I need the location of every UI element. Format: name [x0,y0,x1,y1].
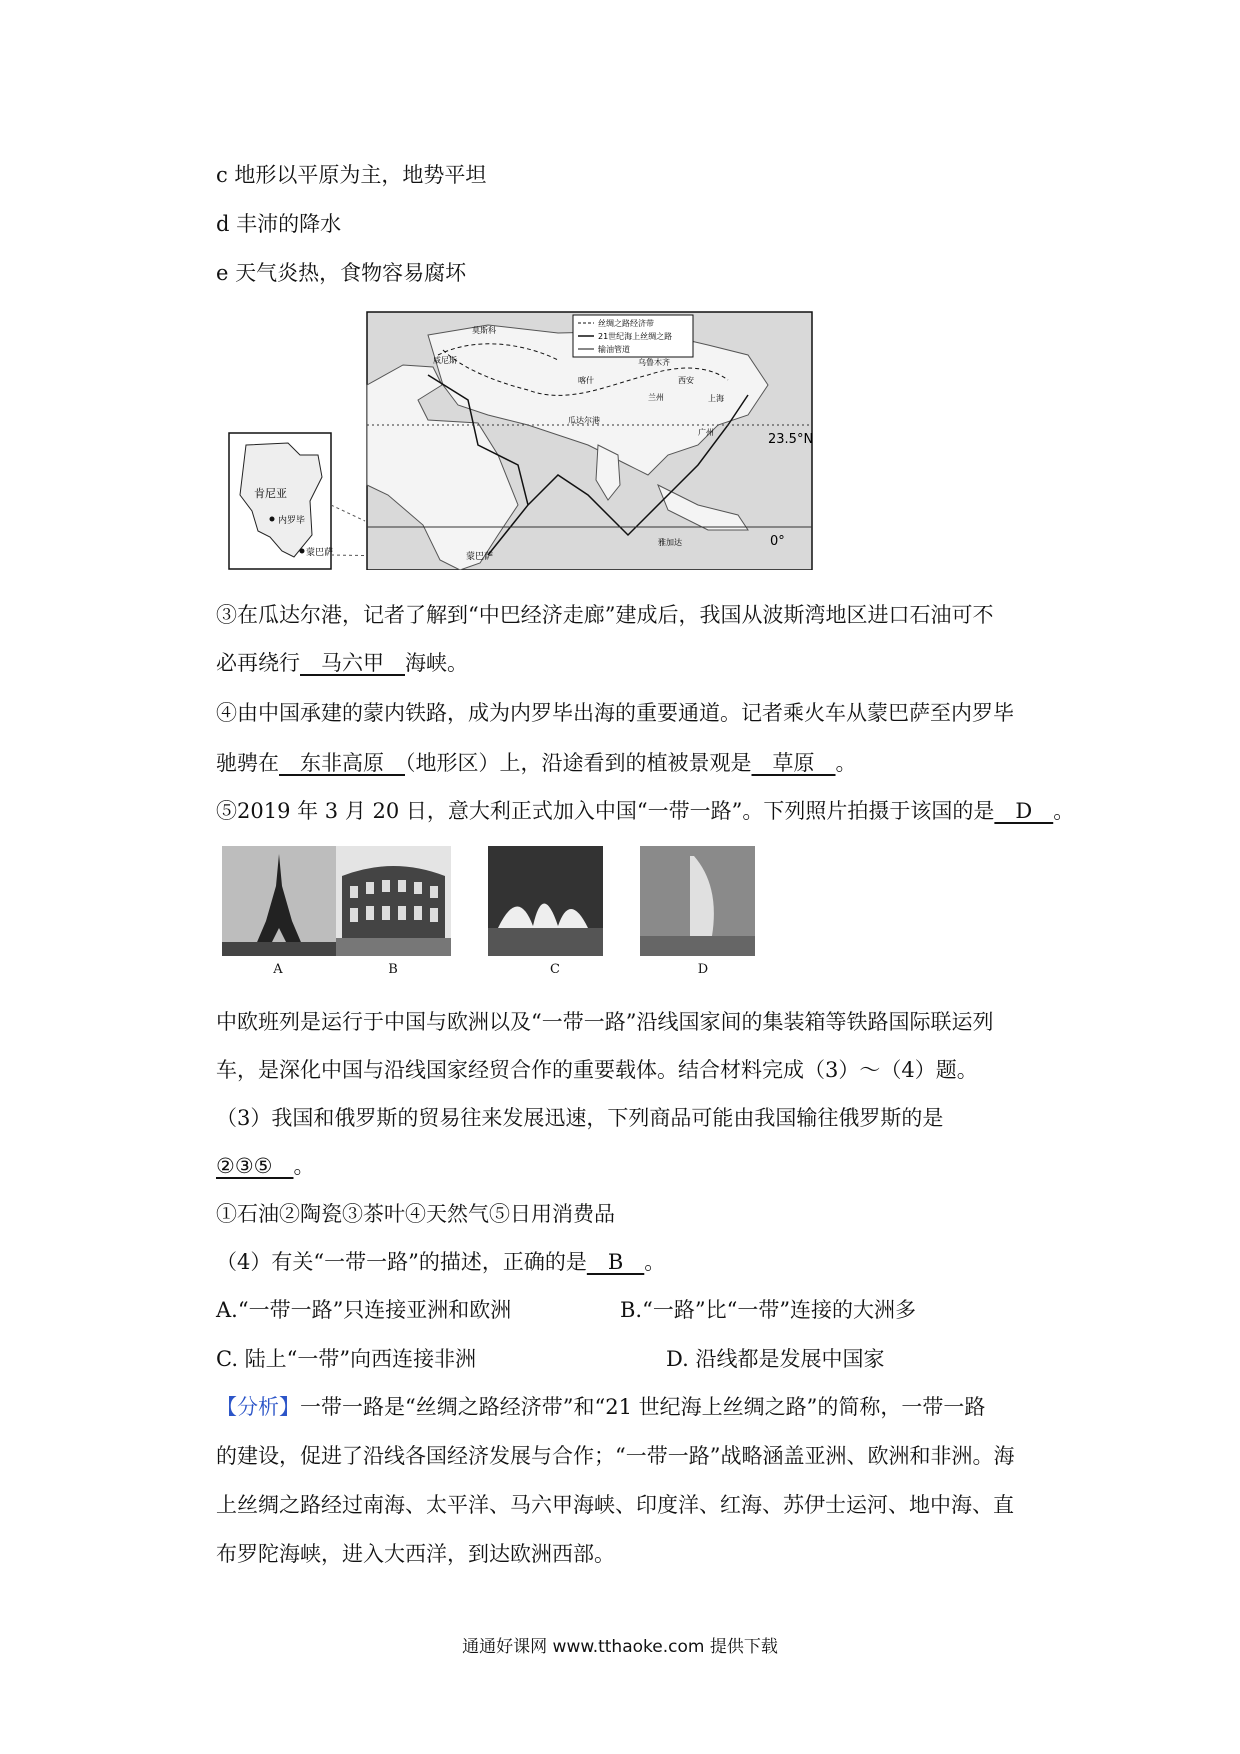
q4-text-mid: （地形区）上，沿途看到的植被景观是 [405,751,752,775]
place-kashgar: 喀什 [578,376,594,385]
page-footer: 通通好课网 www.tthaoke.com 提供下载 [462,1637,778,1657]
analysis-line2: 的建设，促进了沿线各国经济发展与合作；“一带一路”战略涵盖亚洲、欧洲和非洲。海 [216,1444,1015,1468]
item-e: e 天气炎热，食物容易腐坏 [216,261,467,285]
p3-answer: ②③⑤ [216,1154,294,1178]
part-3-answer-line [216,1151,314,1181]
photo-a-eiffel [222,846,337,956]
q3-text: 必再绕行 [216,651,300,675]
place-mombasa: 蒙巴萨 [466,552,494,562]
inset-city-mombasa: 蒙巴萨 [306,548,334,558]
option-d: D. 沿线都是发展中国家 [666,1347,885,1371]
question-3-line1: ③在瓜达尔港，记者了解到“中巴经济走廊”建成后，我国从波斯湾地区进口石油可不 [216,603,994,627]
p4-text-end: 。 [644,1250,666,1274]
analysis-line4: 布罗陀海峡，进入大西洋，到达欧洲西部。 [216,1542,615,1566]
place-guangzhou: 广州 [698,428,714,437]
option-b: B.“一路”比“一带”连接的大洲多 [620,1298,917,1322]
place-venice: 威尼斯 [433,356,457,365]
place-lanzhou: 兰州 [648,393,664,402]
q4-text-end: 。 [835,751,857,775]
q3-answer: 马六甲 [300,651,405,675]
intro-line1: 中欧班列是运行于中国与欧洲以及“一带一路”沿线国家间的集装箱等铁路国际联运列 [216,1010,994,1034]
legend-pipeline: 输油管道 [598,345,630,354]
inset-country-label: 肯尼亚 [254,487,287,500]
p4-text: （4）有关“一带一路”的描述，正确的是 [216,1250,587,1274]
part-3-question: （3）我国和俄罗斯的贸易往来发展迅速，下列商品可能由我国输往俄罗斯的是 [216,1106,944,1130]
p4-answer: B [586,1250,645,1274]
question-4-line1: ④由中国承建的蒙内铁路，成为内罗毕出海的重要通道。记者乘火车从蒙巴萨至内罗毕 [216,701,1014,725]
analysis-line3: 上丝绸之路经过南海、太平洋、马六甲海峡、印度洋、红海、苏伊士运河、地中海、直 [216,1493,1014,1517]
place-jakarta: 雅加达 [658,538,682,547]
photo-b-label: B [388,962,398,977]
photo-a-label: A [273,962,283,977]
analysis-line1 [216,1392,985,1422]
intro-line2: 车，是深化中国与沿线国家经贸合作的重要载体。结合材料完成（3）～（4）题。 [216,1058,978,1082]
legend-belt: 丝绸之路经济带 [598,319,654,328]
part-4-question [216,1247,665,1277]
tropic-label: 23.5°N [768,432,814,447]
q5-answer: D [994,799,1054,823]
item-d: d 丰沛的降水 [216,212,342,236]
inset-city-nairobi: 内罗毕 [278,516,306,526]
q5-text: ⑤2019 年 3 月 20 日，意大利正式加入中国“一带一路”。下列照片拍摄于该国的是 [216,799,995,823]
photo-d-burj-al-arab [640,846,755,956]
q4-answer-vegetation: 草原 [751,751,836,775]
place-moscow: 莫斯科 [472,326,496,335]
q3-text-end: 海峡。 [405,651,468,675]
equator-label: 0° [770,534,785,549]
p3-text-end: 。 [293,1154,315,1178]
place-urumqi: 乌鲁木齐 [638,358,670,367]
place-xian: 西安 [678,376,694,385]
photo-c-label: C [550,962,560,977]
photo-d-label: D [697,962,709,977]
place-gwadar: 瓜达尔港 [568,416,600,425]
item-c: c 地形以平原为主，地势平坦 [216,163,487,187]
question-4-line2 [216,748,857,778]
analysis-tag: 【分析】 [216,1395,300,1419]
option-c: C. 陆上“一带”向西连接非洲 [216,1347,477,1371]
belt-road-map [228,305,818,570]
place-shanghai: 上海 [708,394,724,403]
analysis-text-1: 一带一路是“丝绸之路经济带”和“21 世纪海上丝绸之路”的简称，一带一路 [300,1395,986,1419]
photo-b-colosseum [336,846,451,956]
question-5 [216,796,1074,826]
part-3-options: ①石油②陶瓷③茶叶④天然气⑤日用消费品 [216,1202,615,1226]
photo-c-opera-house [488,846,603,956]
q4-text: 驰骋在 [216,751,279,775]
option-a: A.“一带一路”只连接亚洲和欧洲 [216,1298,512,1322]
legend-road: 21世纪海上丝绸之路 [598,332,673,341]
question-3-line2 [216,648,468,678]
q4-answer-landform: 东非高原 [279,751,405,775]
q5-text-end: 。 [1053,799,1075,823]
